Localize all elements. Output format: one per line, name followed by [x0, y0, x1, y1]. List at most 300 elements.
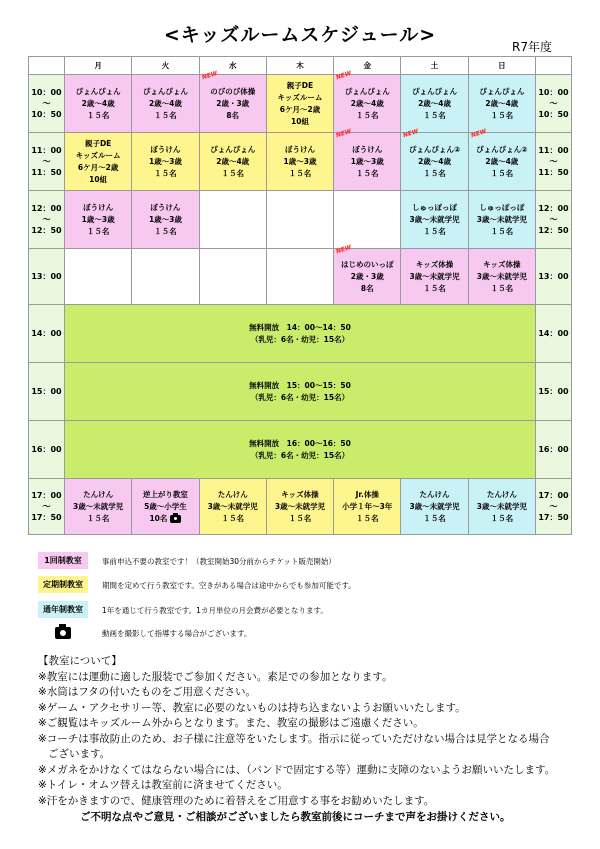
- class-text: ぴょんぴょん: [344, 86, 390, 96]
- empty-cell: [65, 249, 132, 305]
- note-item: ※メガネをかけなくてはならない場合には、（バンドで固定する等）運動に支障のないようお願いいたします。: [38, 763, 556, 776]
- time-cell: [536, 305, 572, 363]
- new-badge: NEW: [335, 243, 353, 256]
- class-text: キッズ体操: [483, 259, 521, 269]
- class-line: [267, 156, 333, 168]
- class-line: [334, 283, 400, 295]
- time-label: 17：50: [31, 513, 62, 522]
- time-label: ～: [549, 502, 558, 511]
- legend-badge: 通年制教室: [38, 601, 88, 618]
- legend-description: 1年を通じて行う教室です。1カ月単位の月会費が必要となります。: [102, 606, 328, 615]
- time-cell: [29, 191, 65, 249]
- time-label: 15：00: [31, 387, 62, 396]
- time-label: 12：50: [538, 226, 569, 235]
- class-text: １５名: [490, 110, 514, 120]
- class-cell: [401, 75, 468, 133]
- class-cell: [468, 479, 535, 535]
- class-text: Jr.体操: [355, 489, 379, 499]
- class-text: 10名: [149, 513, 168, 523]
- class-line: [469, 259, 535, 271]
- class-line: [401, 283, 467, 295]
- class-text: ぼうけん: [150, 144, 181, 154]
- class-text: １５名: [154, 226, 177, 236]
- class-line: [469, 168, 535, 180]
- fiscal-year: R7年度: [512, 40, 552, 54]
- time-slot-row: [29, 249, 572, 305]
- class-text: ぼうけん: [284, 144, 315, 154]
- class-line: [132, 501, 198, 513]
- empty-cell: [334, 191, 401, 249]
- time-label: 14：00: [31, 329, 62, 338]
- class-text: ぴょんぴょん: [412, 86, 458, 96]
- class-line: [401, 144, 467, 156]
- empty-cell: [199, 249, 266, 305]
- class-line: [65, 138, 131, 150]
- class-text: たんけん: [217, 489, 248, 499]
- class-line: [334, 259, 400, 271]
- class-line: [469, 271, 535, 283]
- class-text: しゅっぽっぽ: [412, 202, 458, 212]
- time-label: 12：50: [31, 226, 62, 235]
- class-text: ぴょんぴょん: [210, 144, 256, 154]
- class-text: 親子DE: [286, 80, 314, 90]
- class-text: １５名: [423, 283, 446, 293]
- class-text: １５名: [86, 110, 110, 120]
- class-text: １５名: [288, 168, 312, 178]
- time-label: ～: [42, 99, 51, 108]
- class-line: [65, 214, 131, 226]
- class-text: キッズ体操: [415, 259, 454, 269]
- class-text: 2歳・3歳: [350, 271, 384, 281]
- class-text: ぴょんぴょん: [75, 86, 121, 96]
- legend-description: 事前申込不要の教室です！（教室開始30分前からチケット販売開始）: [102, 557, 336, 566]
- free-play-cell: [65, 363, 536, 421]
- page-title: <キッズルームスケジュール>: [163, 24, 437, 46]
- class-line: [132, 489, 198, 501]
- class-text: １５名: [356, 168, 379, 178]
- class-line: [401, 271, 467, 283]
- class-text: １５名: [356, 513, 379, 523]
- class-line: [401, 489, 467, 501]
- class-text: 2歳～4歳: [148, 98, 182, 108]
- class-line: [334, 489, 400, 501]
- time-label: 10：00: [31, 88, 62, 97]
- class-text: １５名: [490, 168, 514, 178]
- class-text: １５名: [154, 168, 177, 178]
- time-label: 14：00: [538, 329, 569, 338]
- class-text: １５名: [356, 110, 379, 120]
- class-text: １５名: [490, 226, 514, 236]
- class-line: [401, 156, 467, 168]
- time-label: 12：00: [538, 204, 569, 213]
- class-text: 3歳～未就学児: [207, 501, 258, 511]
- class-text: １５名: [154, 110, 177, 120]
- legend-badge: 定期制教室: [38, 576, 88, 593]
- free-play-text: 無料開放 16：00～16：50: [249, 438, 351, 448]
- notes-closing: ご不明な点やご意見・ご相談がございましたら教室前後にコーチまで声をお掛けください。: [80, 811, 511, 823]
- legend-item: [38, 601, 568, 619]
- class-text: 10組: [291, 116, 309, 126]
- class-text: キッズ体操: [281, 489, 319, 499]
- class-cell: [65, 479, 132, 535]
- class-line: [267, 116, 333, 128]
- class-text: たんけん: [419, 489, 450, 499]
- class-line: [267, 168, 333, 180]
- day-header: 金: [334, 57, 401, 75]
- legend-badge: 1回制教室: [38, 552, 88, 569]
- class-text: 逆上がり教室: [142, 489, 188, 499]
- class-line: [267, 104, 333, 116]
- note-item: ※汗をかきますので、健康管理のために着替えをご用意する事をお勧めいたします。: [38, 794, 435, 807]
- class-line: [132, 86, 198, 98]
- class-line: [132, 156, 198, 168]
- time-label: 17：00: [538, 491, 569, 500]
- class-text: 3歳～未就学児: [409, 501, 460, 511]
- empty-cell: [266, 249, 333, 305]
- class-line: [200, 156, 266, 168]
- class-line: [65, 98, 131, 110]
- class-line: [401, 202, 467, 214]
- time-label: ～: [549, 215, 558, 224]
- class-line: [132, 98, 198, 110]
- class-text: 1歳～3歳: [148, 156, 182, 166]
- note-item: ※水筒はフタの付いたものをご用意ください。: [38, 686, 257, 698]
- time-label: 10：50: [538, 110, 569, 119]
- class-line: [200, 168, 266, 180]
- class-text: 1歳～3歳: [350, 156, 384, 166]
- note-item: ※コーチは事故防止のため、お子様に注意等をいたします。指示に従っていただけない場合は見学となる場合: [38, 732, 550, 745]
- time-slot-row: [29, 133, 572, 191]
- class-line: [469, 156, 535, 168]
- class-cell: [401, 127, 468, 191]
- class-line: [132, 214, 198, 226]
- class-cell: [65, 133, 132, 191]
- time-cell: [29, 305, 65, 363]
- class-cell: [468, 127, 535, 191]
- class-line: [200, 501, 266, 513]
- class-text: 2歳～4歳: [418, 98, 452, 108]
- class-line: [469, 110, 535, 122]
- class-line: [401, 110, 467, 122]
- class-cell: [132, 191, 199, 249]
- time-label: ～: [42, 502, 51, 511]
- class-line: [132, 110, 198, 122]
- class-line: [65, 150, 131, 162]
- class-text: 2歳～4歳: [418, 156, 452, 166]
- class-cell: [266, 479, 333, 535]
- class-line: [65, 86, 131, 98]
- time-cell: [29, 75, 65, 133]
- time-cell: [29, 249, 65, 305]
- class-line: [132, 513, 198, 525]
- empty-cell: [266, 191, 333, 249]
- class-text: キッズルーム: [277, 92, 323, 102]
- class-line: [469, 214, 535, 226]
- class-line: [401, 513, 467, 525]
- class-line: [132, 168, 198, 180]
- time-label: ～: [549, 157, 558, 166]
- class-text: 3歳～未就学児: [274, 501, 326, 511]
- class-text: １５名: [221, 168, 244, 178]
- time-cell: [536, 421, 572, 479]
- class-text: キッズルーム: [75, 150, 121, 160]
- class-text: １５名: [86, 226, 110, 236]
- time-slot-row: [29, 75, 572, 133]
- class-text: １５名: [490, 283, 514, 293]
- class-cell: [199, 479, 266, 535]
- time-label: 16：00: [31, 445, 62, 454]
- class-line: [65, 174, 131, 186]
- free-play-text: 無料開放 14：00～14：50: [249, 322, 351, 332]
- time-label: ～: [42, 215, 51, 224]
- free-play-row: [29, 363, 572, 421]
- class-text: ぴょんぴょん②: [408, 144, 461, 154]
- legend-item: [38, 576, 568, 594]
- class-text: １５名: [490, 513, 514, 523]
- free-play-text: （乳児：6名・幼児：15名）: [250, 450, 350, 460]
- class-line: [200, 86, 266, 98]
- new-badge: NEW: [335, 69, 353, 82]
- class-text: 2歳～4歳: [81, 98, 115, 108]
- time-cell: [29, 133, 65, 191]
- day-header: 火: [132, 57, 199, 75]
- class-cell: [401, 479, 468, 535]
- class-text: 3歳～未就学児: [409, 271, 460, 281]
- class-text: １５名: [423, 168, 446, 178]
- class-line: [334, 513, 400, 525]
- notes-section: [38, 654, 578, 826]
- class-text: 1歳～3歳: [81, 214, 115, 224]
- time-label: 16：00: [538, 445, 569, 454]
- class-line: [401, 214, 467, 226]
- class-text: 5歳～小学生: [144, 501, 187, 511]
- new-badge: NEW: [335, 127, 353, 140]
- time-cell: [536, 133, 572, 191]
- day-header: 土: [401, 57, 468, 75]
- class-line: [401, 259, 467, 271]
- free-play-text: （乳児：6名・幼児：15名）: [250, 392, 350, 402]
- new-badge: NEW: [200, 69, 218, 82]
- class-line: [469, 144, 535, 156]
- class-line: [469, 489, 535, 501]
- class-cell: [401, 191, 468, 249]
- schedule-table: [28, 56, 572, 535]
- class-line: [267, 501, 333, 513]
- time-label: 17：50: [538, 513, 569, 522]
- class-text: 1歳～3歳: [148, 214, 182, 224]
- corner-cell: [29, 57, 65, 75]
- time-label: 11：50: [31, 168, 62, 177]
- class-cell: [266, 75, 333, 133]
- time-slot-row: [29, 479, 572, 535]
- class-text: ぼうけん: [352, 144, 383, 154]
- class-text: 3歳～未就学児: [476, 271, 527, 281]
- class-cell: [334, 69, 401, 133]
- class-line: [65, 489, 131, 501]
- class-line: [401, 501, 467, 513]
- day-header: 月: [65, 57, 132, 75]
- class-line: [65, 162, 131, 174]
- note-item: ※ゲーム・アクセサリー等、教室に必要のないものは持ち込まないようお願いいたします。: [38, 701, 466, 714]
- class-line: [334, 86, 400, 98]
- class-text: １５名: [221, 513, 244, 523]
- camera-icon: [55, 627, 71, 639]
- class-line: [469, 202, 535, 214]
- class-line: [200, 98, 266, 110]
- corner-cell: [536, 57, 572, 75]
- class-line: [334, 168, 400, 180]
- class-text: 親子DE: [84, 138, 112, 148]
- class-line: [469, 283, 535, 295]
- class-line: [469, 513, 535, 525]
- time-label: 11：50: [538, 168, 569, 177]
- class-line: [401, 86, 467, 98]
- class-cell: [468, 249, 535, 305]
- class-text: 2歳～4歳: [216, 156, 250, 166]
- class-text: 3歳～未就学児: [409, 214, 460, 224]
- class-text: しゅっぽっぽ: [479, 202, 525, 212]
- time-label: 13：00: [31, 272, 62, 281]
- time-cell: [536, 479, 572, 535]
- note-item: ※トイレ・オムツ替えは教室前に済ませてください。: [38, 779, 288, 791]
- class-line: [334, 271, 400, 283]
- class-cell: [334, 243, 401, 305]
- note-item: ※教室には運動に適した服装でご参加ください。素足での参加となります。: [38, 670, 393, 683]
- class-line: [65, 110, 131, 122]
- class-line: [401, 168, 467, 180]
- class-line: [132, 144, 198, 156]
- class-text: のびのび体操: [210, 86, 256, 96]
- class-text: 2歳～4歳: [350, 98, 384, 108]
- class-line: [132, 226, 198, 238]
- class-text: 8名: [360, 283, 374, 293]
- time-label: 17：00: [31, 491, 62, 500]
- class-text: ぴょんぴょん: [479, 86, 525, 96]
- class-line: [65, 202, 131, 214]
- camera-icon: [170, 515, 181, 523]
- time-cell: [536, 191, 572, 249]
- day-header-row: [29, 57, 572, 75]
- class-line: [267, 489, 333, 501]
- class-text: 3歳～未就学児: [476, 214, 527, 224]
- new-badge: NEW: [469, 127, 487, 140]
- class-text: １５名: [288, 513, 312, 523]
- class-text: 8名: [226, 110, 240, 120]
- class-line: [401, 226, 467, 238]
- class-line: [334, 144, 400, 156]
- class-text: ぼうけん: [150, 202, 181, 212]
- class-text: 6ケ月～2歳: [279, 104, 321, 114]
- class-text: 2歳・3歳: [216, 98, 250, 108]
- class-line: [200, 489, 266, 501]
- class-text: １５名: [86, 513, 110, 523]
- class-line: [469, 86, 535, 98]
- day-header: 水: [199, 57, 266, 75]
- legend-item: [38, 552, 568, 570]
- class-text: 6ケ月～2歳: [77, 162, 119, 172]
- class-cell: [65, 191, 132, 249]
- class-text: はじめのいっぽ: [341, 259, 394, 269]
- class-line: [65, 226, 131, 238]
- class-line: [469, 226, 535, 238]
- class-line: [200, 110, 266, 122]
- time-label: 10：00: [538, 88, 569, 97]
- time-cell: [29, 421, 65, 479]
- time-slot-row: [29, 191, 572, 249]
- class-cell: [334, 479, 401, 535]
- class-text: １５名: [423, 513, 446, 523]
- class-cell: [334, 127, 401, 191]
- class-text: ぴょんぴょん: [142, 86, 188, 96]
- time-label: 12：00: [31, 204, 62, 213]
- class-line: [267, 513, 333, 525]
- class-line: [200, 144, 266, 156]
- time-cell: [536, 75, 572, 133]
- class-text: 3歳～未就学児: [73, 501, 124, 511]
- class-line: [469, 98, 535, 110]
- class-text: 小学１年～3年: [342, 501, 393, 511]
- class-line: [65, 513, 131, 525]
- legend-description: 動画を撮影して指導する場合がございます。: [102, 629, 252, 638]
- class-text: 10組: [89, 174, 108, 184]
- class-cell: [132, 75, 199, 133]
- class-line: [334, 156, 400, 168]
- class-line: [267, 80, 333, 92]
- class-cell: [468, 191, 535, 249]
- class-text: ぼうけん: [83, 202, 114, 212]
- class-cell: [266, 133, 333, 191]
- class-text: ぴょんぴょん②: [476, 144, 528, 154]
- note-item: ございます。: [48, 748, 111, 760]
- time-cell: [29, 479, 65, 535]
- time-label: 13：00: [538, 272, 569, 281]
- class-cell: [132, 479, 199, 535]
- time-label: 15：00: [538, 387, 569, 396]
- time-cell: [29, 363, 65, 421]
- empty-cell: [132, 249, 199, 305]
- time-cell: [536, 249, 572, 305]
- class-text: 1歳～3歳: [283, 156, 317, 166]
- day-header: 日: [468, 57, 535, 75]
- class-text: たんけん: [83, 489, 114, 499]
- class-text: 3歳～未就学児: [476, 501, 527, 511]
- class-text: 2歳～4歳: [485, 98, 519, 108]
- time-label: 10：50: [31, 110, 62, 119]
- class-text: １５名: [423, 226, 446, 236]
- class-cell: [132, 133, 199, 191]
- free-play-text: 無料開放 15：00～15：50: [249, 380, 351, 390]
- time-cell: [536, 363, 572, 421]
- class-line: [267, 92, 333, 104]
- new-badge: NEW: [402, 127, 420, 140]
- empty-cell: [199, 191, 266, 249]
- class-line: [401, 98, 467, 110]
- note-item: ※ご観覧はキッズルーム外からとなります。また、教室の撮影はご遠慮ください。: [38, 717, 424, 729]
- class-line: [132, 202, 198, 214]
- time-label: 11：00: [31, 146, 62, 155]
- day-header: 木: [266, 57, 333, 75]
- class-line: [334, 501, 400, 513]
- class-line: [469, 501, 535, 513]
- class-line: [267, 144, 333, 156]
- time-label: ～: [42, 157, 51, 166]
- class-line: [334, 98, 400, 110]
- free-play-cell: [65, 421, 536, 479]
- class-cell: [468, 75, 535, 133]
- class-text: 2歳～4歳: [485, 156, 519, 166]
- class-line: [334, 110, 400, 122]
- time-label: ～: [549, 99, 558, 108]
